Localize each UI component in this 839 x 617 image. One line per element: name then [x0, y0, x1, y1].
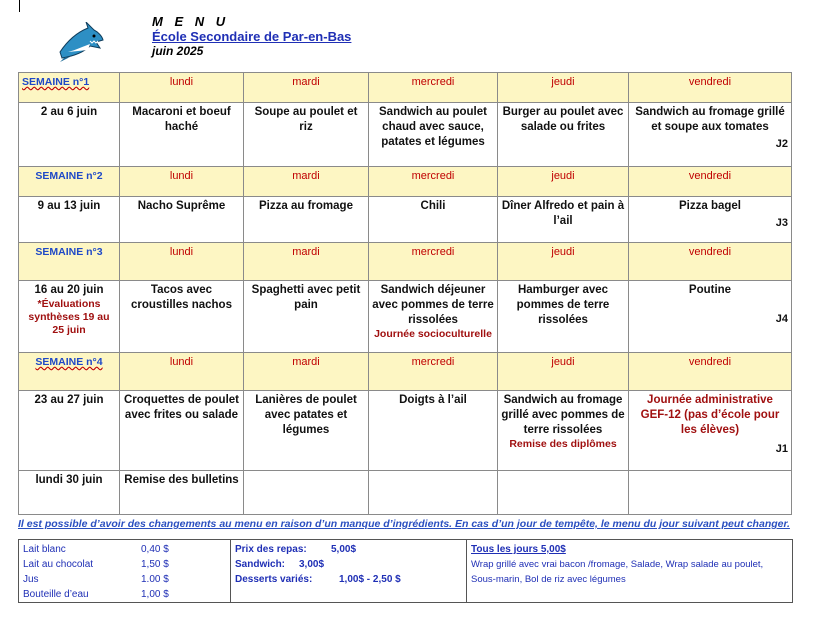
cycle-day-tag: J3: [775, 217, 788, 229]
shark-icon: [58, 22, 104, 62]
price-row: Prix des repas: 5,00$: [235, 544, 357, 555]
meal-cell: Pizza au fromage: [244, 197, 369, 243]
meal-cell: [369, 281, 498, 353]
day-tuesday: mardi: [244, 353, 369, 391]
daily-title: Tous les jours 5,00$: [471, 544, 566, 555]
menu-header: [152, 14, 351, 59]
week-label: SEMAINE n°4: [19, 353, 120, 391]
menu-change-notice: Il est possible d’avoir des changements au menu en raison d’un manque d’ingrédients. En cas d’un jour de tempête, le menu du jour suivant peut changer.: [18, 518, 790, 530]
week-dates: 9 au 13 juin: [19, 197, 120, 243]
meal-cell: [629, 281, 792, 353]
week-dates: 2 au 6 juin: [19, 103, 120, 167]
meal-cell: Croquettes de poulet avec frites ou salade: [120, 391, 244, 471]
menu-month: juin 2025: [152, 44, 204, 58]
day-monday: lundi: [120, 167, 244, 197]
week-header-row: [19, 353, 792, 391]
meal-text: Poutine: [688, 284, 732, 296]
day-friday: vendredi: [629, 167, 792, 197]
menu-title: M E N U: [152, 14, 230, 29]
day-tuesday: mardi: [244, 243, 369, 281]
cycle-day-tag: J4: [775, 313, 788, 325]
meal-cell: Remise des bulletins: [120, 471, 244, 515]
price-list: [18, 539, 793, 603]
week-meals-row: [19, 103, 792, 167]
day-friday: vendredi: [629, 243, 792, 281]
day-wednesday: mercredi: [369, 243, 498, 281]
menu-table: [18, 72, 792, 515]
week-meals-row: [19, 281, 792, 353]
day-monday: lundi: [120, 243, 244, 281]
event-note: Journée socioculturelle: [374, 328, 492, 340]
day-monday: lundi: [120, 353, 244, 391]
meal-cell: Chili: [369, 197, 498, 243]
daily-options: [467, 540, 792, 602]
meal-text: Sandwich au fromage grillé et soupe aux tomates: [635, 106, 785, 133]
empty-cell: [244, 471, 369, 515]
price-row: Bouteille d’eau 1,00 $: [23, 589, 169, 600]
price-row: Sandwich: 3,00$: [235, 559, 325, 570]
price-row: Jus 1.00 $: [23, 574, 169, 585]
meal-cell: Dîner Alfredo et pain à l’ail: [498, 197, 629, 243]
drink-prices: [19, 540, 231, 602]
meal-prices: [231, 540, 467, 602]
week-dates: 23 au 27 juin: [19, 391, 120, 471]
day-friday: vendredi: [629, 73, 792, 103]
empty-cell: [498, 471, 629, 515]
week-meals-row: [19, 197, 792, 243]
meal-cell: [498, 391, 629, 471]
cycle-day-tag: J1: [775, 443, 788, 455]
week-header-row: [19, 73, 792, 103]
empty-cell: [629, 471, 792, 515]
week-label: SEMAINE n°3: [19, 243, 120, 281]
meal-cell: Soupe au poulet et riz: [244, 103, 369, 167]
day-monday: lundi: [120, 73, 244, 103]
day-thursday: jeudi: [498, 353, 629, 391]
week-header-row: [19, 167, 792, 197]
meal-cell: Lanières de poulet avec patates et légumes: [244, 391, 369, 471]
meal-cell: Sandwich au poulet chaud avec sauce, patates et légumes: [369, 103, 498, 167]
text-cursor: [19, 0, 20, 12]
day-wednesday: mercredi: [369, 73, 498, 103]
day-thursday: jeudi: [498, 73, 629, 103]
event-note: Remise des diplômes: [509, 438, 617, 450]
day-tuesday: mardi: [244, 73, 369, 103]
day-tuesday: mardi: [244, 167, 369, 197]
meal-cell: Tacos avec croustilles nachos: [120, 281, 244, 353]
meal-cell: Burger au poulet avec salade ou frites: [498, 103, 629, 167]
meal-cell: Macaroni et boeuf haché: [120, 103, 244, 167]
extra-dates: lundi 30 juin: [19, 471, 120, 515]
meal-text: Pizza bagel: [679, 200, 741, 212]
daily-text: Wrap grillé avec vrai bacon /fromage, Salade, Wrap salade au poulet, Sous-marin, Bol de riz avec légumes: [471, 559, 764, 585]
cycle-day-tag: J2: [775, 138, 788, 150]
week-header-row: [19, 243, 792, 281]
week-label: SEMAINE n°1: [19, 73, 120, 103]
exam-note: *Évaluations synthèses 19 au 25 juin: [28, 298, 110, 336]
meal-cell: Spaghetti avec petit pain: [244, 281, 369, 353]
day-friday: vendredi: [629, 353, 792, 391]
day-wednesday: mercredi: [369, 353, 498, 391]
week-dates-cell: [19, 281, 120, 353]
week-dates: 16 au 20 juin: [34, 284, 104, 296]
price-row: Desserts variés: 1,00$ - 2,50 $: [235, 574, 401, 585]
extra-row: [19, 471, 792, 515]
week-meals-row: [19, 391, 792, 471]
meal-text: Sandwich au fromage grillé avec pommes de terre rissolées: [501, 394, 625, 436]
meal-text: Sandwich déjeuner avec pommes de terre rissolées: [372, 284, 494, 326]
meal-cell: [629, 197, 792, 243]
empty-cell: [369, 471, 498, 515]
meal-cell: Nacho Suprême: [120, 197, 244, 243]
school-name: École Secondaire de Par-en-Bas: [152, 29, 352, 44]
meal-cell: Doigts à l’ail: [369, 391, 498, 471]
day-wednesday: mercredi: [369, 167, 498, 197]
price-row: Lait blanc 0,40 $: [23, 544, 169, 555]
day-thursday: jeudi: [498, 243, 629, 281]
price-row: Lait au chocolat 1,50 $: [23, 559, 169, 570]
week-label: SEMAINE n°2: [19, 167, 120, 197]
meal-cell: [629, 391, 792, 471]
meal-cell: Hamburger avec pommes de terre rissolées: [498, 281, 629, 353]
meal-text: Journée administrative GEF-12 (pas d’école pour les élèves): [640, 394, 780, 436]
meal-cell: [629, 103, 792, 167]
day-thursday: jeudi: [498, 167, 629, 197]
